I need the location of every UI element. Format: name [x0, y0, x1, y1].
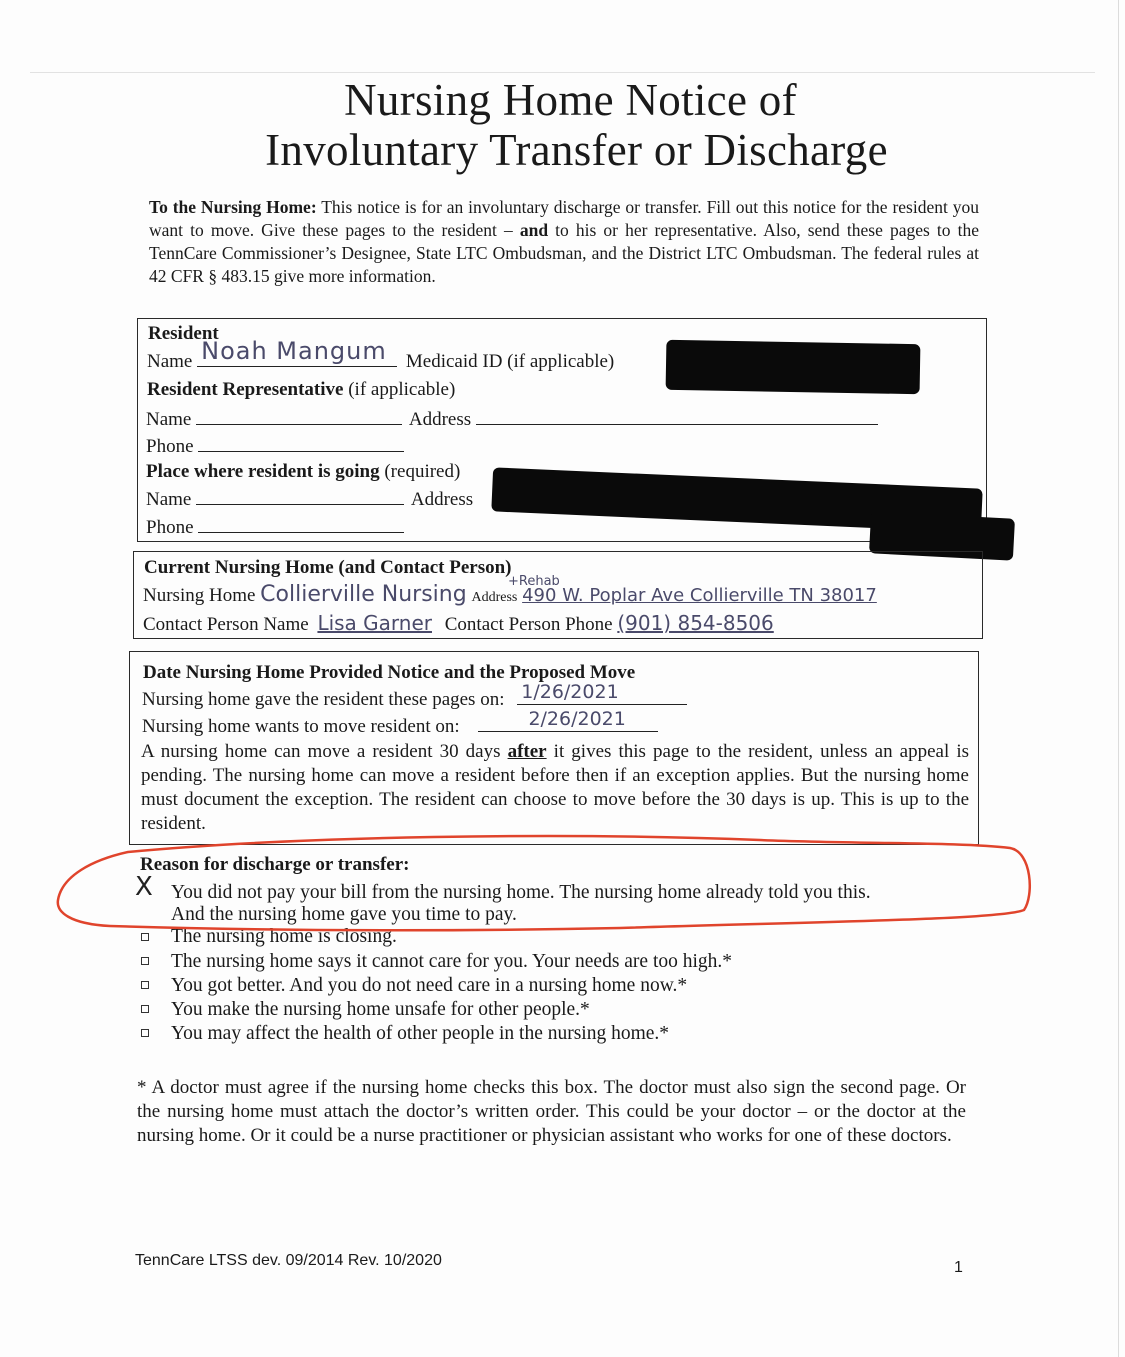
- red-ellipse-stroke: [58, 836, 1030, 930]
- place-name-label: Name: [146, 489, 192, 510]
- reason-6-label: You may affect the health of other people in the nursing home.*: [171, 1023, 670, 1044]
- intro-part2: to his or her representative. Also, send these pages to the TennCare Commissioner’s Designee, State LTC Ombudsman, and the District LTC Ombudsman. The federal rules at 42 CFR § 483.15 give more information.: [149, 220, 980, 286]
- rep-heading: Resident Representative: [147, 379, 344, 400]
- title-line-1: Nursing Home Notice of: [344, 75, 797, 125]
- resident-name-value: Noah Mangum: [201, 337, 387, 365]
- medicaid-label: Medicaid ID (if applicable): [405, 351, 615, 372]
- rep-phone-label: Phone: [146, 436, 194, 457]
- current-phone-value: (901) 854-8506: [617, 611, 774, 635]
- dates-gave-label: Nursing home gave the resident these pages on:: [142, 689, 505, 710]
- intro-lead: To the Nursing Home:: [149, 197, 317, 217]
- rep-note: (if applicable): [343, 379, 456, 400]
- dates-gave-value: 1/26/2021: [521, 681, 619, 703]
- current-nh-label: Nursing Home: [143, 585, 256, 606]
- dates-wants-label: Nursing home wants to move resident on:: [142, 716, 460, 737]
- footnote-paragraph: * A doctor must agree if the nursing home checks this box. The doctor must also sign the second page. Or the nursing home must attach the doctor’s written order. This could be your doctor – or the doctor at the nursing home. Or it could be a nurse practitioner or physician assistant who works for one of these doctors.: [137, 1077, 966, 1146]
- dates-para-after: after: [507, 741, 547, 762]
- current-address-label: Address: [471, 590, 518, 605]
- reason-2-label: The nursing home is closing.: [171, 926, 397, 947]
- place-phone-label: Phone: [146, 517, 194, 538]
- current-nh-addendum: +Rehab: [508, 574, 560, 589]
- rep-address-label: Address: [408, 409, 472, 430]
- current-nh-value: Collierville Nursing: [260, 582, 467, 607]
- footer-revision: TennCare LTSS dev. 09/2014 Rev. 10/2020: [135, 1252, 442, 1269]
- resident-name-label: Name: [147, 351, 193, 372]
- reason-1-check-mark: X: [135, 872, 153, 902]
- resident-heading: Resident: [148, 323, 219, 344]
- dates-heading: Date Nursing Home Provided Notice and the Proposed Move: [143, 662, 636, 683]
- dates-para-pre: A nursing home can move a resident 30 days: [141, 741, 508, 762]
- reason-1-line-2: And the nursing home gave you time to pay.: [171, 904, 517, 925]
- footer-page-number: 1: [954, 1259, 963, 1276]
- reason-5-label: You make the nursing home unsafe for other people.*: [171, 999, 590, 1020]
- place-note: (required): [379, 461, 461, 482]
- reason-1-line-1: You did not pay your bill from the nursing home. The nursing home already told you this.: [171, 882, 871, 903]
- reason-3-label: The nursing home says it cannot care for you. Your needs are too high.*: [171, 951, 733, 972]
- dates-para-post: it gives this page to the resident, unless an appeal is pending. The nursing home can move a resident before then if an exception applies. But the nursing home must document the exception. The resident can choose to move before the 30 days is up. This is up to the resident.: [141, 741, 969, 834]
- current-contact-label: Contact Person Name: [143, 614, 309, 635]
- place-heading: Place where resident is going: [146, 461, 380, 482]
- reasons-heading: Reason for discharge or transfer:: [140, 854, 410, 875]
- current-address-value: 490 W. Poplar Ave Collierville TN 38017: [522, 585, 877, 606]
- reason-4-label: You got better. And you do not need care in a nursing home now.*: [171, 975, 688, 996]
- current-contact-value: Lisa Garner: [317, 611, 432, 635]
- current-phone-label: Contact Person Phone: [444, 614, 613, 635]
- rep-name-label: Name: [146, 409, 192, 430]
- place-address-label: Address: [410, 489, 474, 510]
- intro-and: and: [519, 220, 549, 240]
- intro-part1: This notice is for an involuntary discharge or transfer. Fill out this notice for the resident you want to move. Give these pages to the resident –: [149, 197, 979, 240]
- title-line-2: Involuntary Transfer or Discharge: [265, 125, 888, 175]
- current-heading: Current Nursing Home (and Contact Person): [144, 557, 512, 578]
- dates-wants-value: 2/26/2021: [528, 708, 626, 730]
